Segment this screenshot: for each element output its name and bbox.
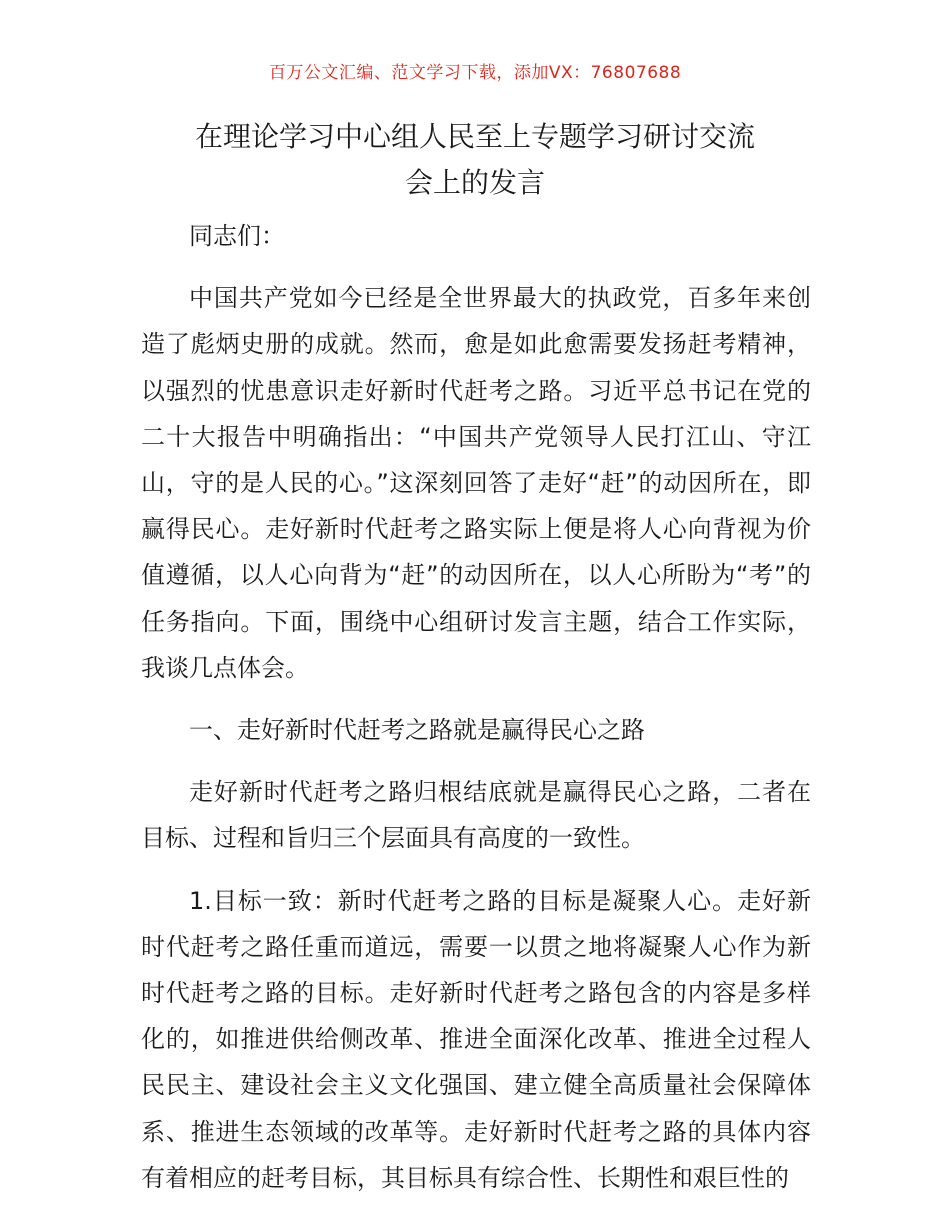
title-line-2: 会上的发言 [404, 166, 545, 199]
watermark-banner: 百万公文汇编、范文学习下载，添加VX：76807688 [268, 63, 682, 83]
document-title [120, 114, 830, 206]
salutation: 同志们： [189, 222, 285, 250]
section-intro-paragraph: 走好新时代赶考之路归根结底就是赢得民心之路，二者在目标、过程和旨归三个层面具有高度的一致性。 [141, 778, 811, 853]
intro-paragraph: 中国共产党如今已经是全世界最大的执政党，百多年来创造了彪炳史册的成就。然而，愈是如此愈需要发扬赶考精神，以强烈的忧患意识走好新时代赶考之路。习近平总书记在党的二十大报告中明确指出：“中国共产党领导人民打江山、守江山，守的是人民的心。”这深刻回答了走好“赶”的动因所在，即赢得民心。走好新时代赶考之路实际上便是将人心向背视为价值遵循，以人心向背为“赶”的动因所在，以人心所盼为“考”的任务指向。下面，围绕中心组研讨发言主题，结合工作实际，我谈几点体会。 [141, 284, 811, 682]
point-one-paragraph: 1.目标一致：新时代赶考之路的目标是凝聚人心。走好新时代赶考之路任重而道远，需要一以贯之地将凝聚人心作为新时代赶考之路的目标。走好新时代赶考之路包含的内容是多样化的，如推进供给侧改革、推进全面深化改革、推进全过程人民民主、建设社会主义文化强国、建立健全高质量社会保障体系、推进生态领域的改革等。走好新时代赶考之路的具体内容有着相应的赶考目标，其目标具有综合性、长期性和艰巨性的 [141, 886, 811, 1192]
title-line-1: 在理论学习中心组人民至上专题学习研讨交流 [194, 120, 755, 153]
document-body [141, 213, 811, 1217]
section-heading: 一、走好新时代赶考之路就是赢得民心之路 [189, 716, 645, 745]
